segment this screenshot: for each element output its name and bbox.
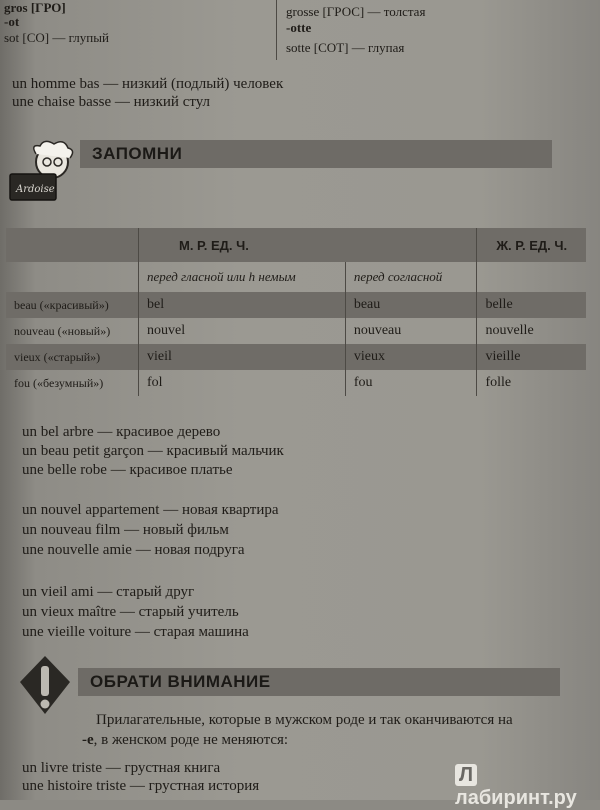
attention-text-line-2 <box>82 732 288 749</box>
attention-title: ОБРАТИ ВНИМАНИЕ <box>90 672 271 691</box>
header-masculine: М. Р. ЕД. Ч. <box>139 228 477 262</box>
example-vieux-1: un vieil ami — старый друг <box>22 584 195 600</box>
example-beau-3: une belle robe — красивое платье <box>22 462 233 478</box>
cell-feminine: belle <box>477 292 586 318</box>
cell-feminine: folle <box>477 370 586 396</box>
table-row <box>6 292 586 318</box>
header-empty-cell <box>6 228 139 262</box>
subheader-before-consonant: перед согласной <box>345 262 477 292</box>
cell-feminine: vieille <box>477 344 586 370</box>
cell-before-consonant: vieux <box>345 344 477 370</box>
professor-mascot-icon <box>8 140 78 208</box>
example-nouveau-3: une nouvelle amie — новая подруга <box>22 542 245 558</box>
cell-before-vowel: bel <box>139 292 346 318</box>
top-left-line-3: sot [СО] — глупый <box>4 30 109 45</box>
top-right-line-3: sotte [СОТ] — глупая <box>286 40 405 55</box>
row-label: nouveau («новый») <box>14 323 111 338</box>
cell-before-consonant: beau <box>345 292 477 318</box>
table-row <box>6 370 586 396</box>
cell-before-consonant: fou <box>345 370 477 396</box>
top-right-line-2: -otte <box>286 20 312 35</box>
row-label: fou («безумный») <box>14 375 104 390</box>
example-beau-1: un bel arbre — красивое дерево <box>22 424 221 440</box>
example-bas-1: un homme bas — низкий (подлый) человек <box>12 76 284 92</box>
example-bas-2: une chaise basse — низкий стул <box>12 94 211 110</box>
example-vieux-2: un vieux maître — старый учитель <box>22 604 239 620</box>
cell-feminine: nouvelle <box>477 318 586 344</box>
adjective-table <box>6 228 586 396</box>
cell-before-vowel: nouvel <box>139 318 346 344</box>
zapomni-banner <box>80 140 552 168</box>
exclamation-icon <box>16 652 74 718</box>
top-left-line-2: -ot <box>4 14 20 29</box>
example-nouveau-1: un nouvel appartement — новая квартира <box>22 502 279 518</box>
row-label: beau («красивый») <box>6 292 139 318</box>
table-row <box>6 344 586 370</box>
watermark-text: лабиринт.ру <box>455 787 577 809</box>
zapomni-title: ЗАПОМНИ <box>92 144 183 163</box>
example-triste-1: un livre triste — грустная книга <box>22 760 221 776</box>
labirint-logo-icon: Л <box>455 764 477 786</box>
row-label: vieux («старый») <box>6 344 139 370</box>
cell-before-vowel: fol <box>139 370 346 396</box>
top-right-line-1: grosse [ГРОС] — толстая <box>286 4 426 19</box>
mascot-board-text: Ardoise <box>16 184 55 195</box>
subheader-before-vowel: перед гласной или h немым <box>139 262 346 292</box>
top-divider <box>276 0 277 60</box>
example-vieux-3: une vieille voiture — старая машина <box>22 624 249 640</box>
attention-text-line-1: Прилагательные, которые в мужском роде и так оканчиваются на <box>96 712 513 728</box>
table-row <box>6 318 586 344</box>
ending-e: -e <box>82 732 94 748</box>
cell-before-vowel: vieil <box>139 344 346 370</box>
attention-text-rest: , в женском роде не меняются: <box>93 732 289 748</box>
labirint-watermark <box>455 764 600 810</box>
top-left-line-1: gros [ГРО] <box>4 0 66 15</box>
header-feminine: Ж. Р. ЕД. Ч. <box>477 228 586 262</box>
cell-before-consonant: nouveau <box>345 318 477 344</box>
example-beau-2: un beau petit garçon — красивый мальчик <box>22 443 284 459</box>
example-triste-2: une histoire triste — грустная история <box>22 778 260 794</box>
attention-banner <box>78 668 560 696</box>
example-nouveau-2: un nouveau film — новый фильм <box>22 522 229 538</box>
